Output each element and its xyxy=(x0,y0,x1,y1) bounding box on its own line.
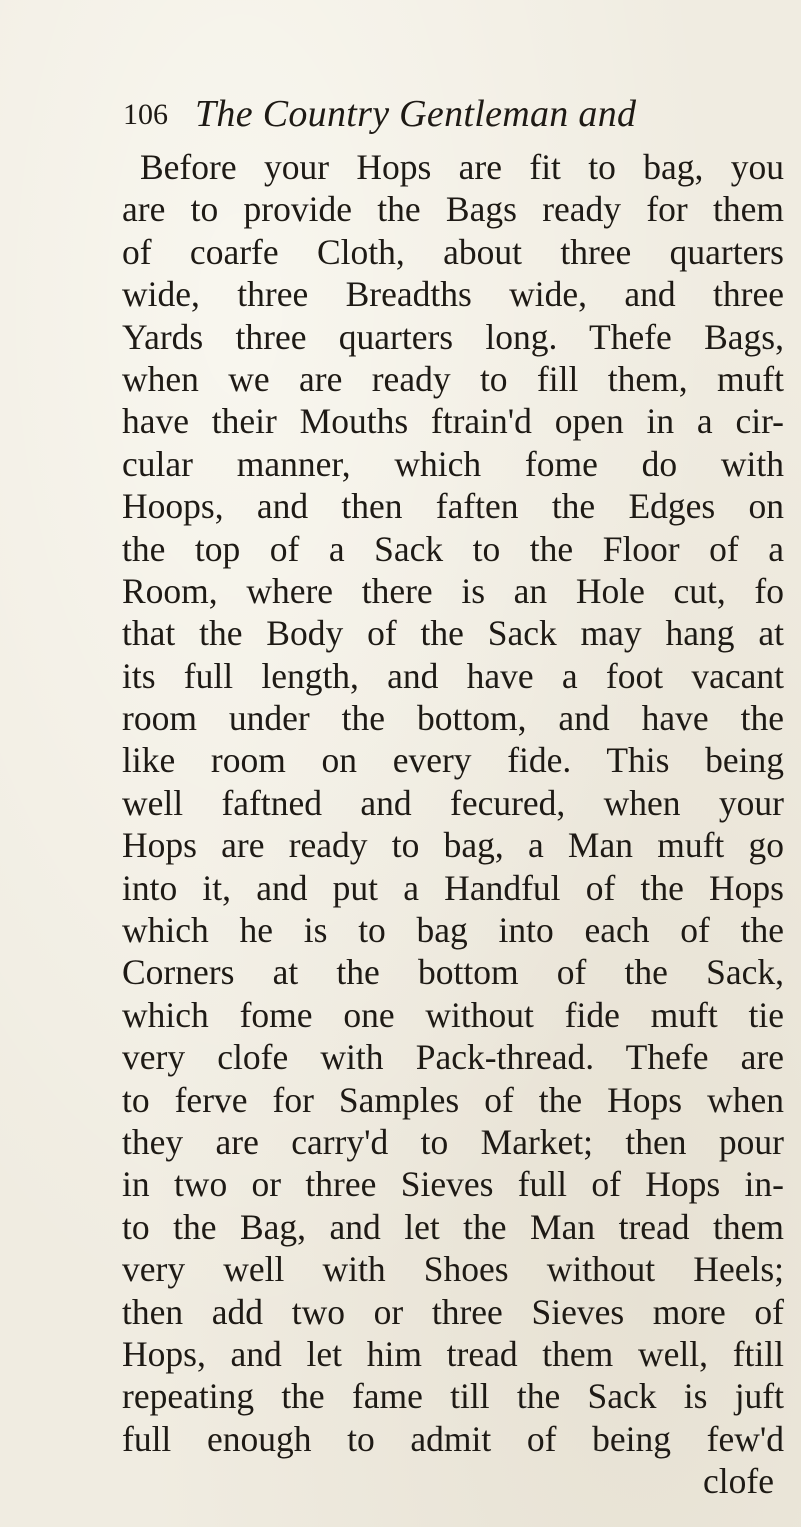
text-line: room under the bottom, and have the xyxy=(122,698,784,739)
text-line: Room, where there is an Hole cut, fo xyxy=(122,570,784,611)
text-line: very clofe with Pack-thread. Thefe are xyxy=(122,1037,784,1078)
text-line: have their Mouths ftrain'd open in a cir- xyxy=(122,401,784,442)
text-line: that the Body of the Sack may hang at xyxy=(122,613,784,654)
text-line: Hops are ready to bag, a Man muft go xyxy=(122,825,784,866)
text-line: repeating the fame till the Sack is juft xyxy=(122,1376,784,1417)
text-line: Hoops, and then faften the Edges on xyxy=(122,486,784,527)
body-text xyxy=(122,146,784,1503)
text-line: then add two or three Sieves more of xyxy=(122,1291,784,1332)
catchword: clofe xyxy=(703,1461,774,1502)
text-line: into it, and put a Handful of the Hops xyxy=(122,867,784,908)
text-line: which fome one without fide muft tie xyxy=(122,994,784,1035)
text-line: of coarfe Cloth, about three quarters xyxy=(122,231,784,272)
text-line: very well with Shoes without Heels; xyxy=(122,1249,784,1290)
text-line: they are carry'd to Market; then pour xyxy=(122,1121,784,1162)
text-line: wide, three Breadths wide, and three xyxy=(122,274,784,315)
text-line: cular manner, which fome do with xyxy=(122,443,784,484)
text-line: well faftned and fecured, when your xyxy=(122,782,784,823)
text-line: in two or three Sieves full of Hops in- xyxy=(122,1164,784,1205)
text-line: to the Bag, and let the Man tread them xyxy=(122,1206,784,1247)
text-line: to ferve for Samples of the Hops when xyxy=(122,1079,784,1120)
text-line: Corners at the bottom of the Sack, xyxy=(122,952,784,993)
text-line: are to provide the Bags ready for them xyxy=(122,189,784,230)
text-line: Hops, and let him tread them well, ftill xyxy=(122,1333,784,1374)
text-line: Before your Hops are fit to bag, you xyxy=(140,147,784,187)
text-line: like room on every fide. This being xyxy=(122,740,784,781)
text-line: full enough to admit of being few'd xyxy=(122,1418,784,1459)
running-head xyxy=(123,92,683,144)
running-title: The Country Gentleman and xyxy=(195,93,637,135)
text-line: which he is to bag into each of the xyxy=(122,910,784,951)
text-line: its full length, and have a foot vacant xyxy=(122,655,784,696)
page-number: 106 xyxy=(123,98,168,131)
text-line: when we are ready to fill them, muft xyxy=(122,358,784,399)
text-line: the top of a Sack to the Floor of a xyxy=(122,528,784,569)
text-line: Yards three quarters long. Thefe Bags, xyxy=(122,316,784,357)
